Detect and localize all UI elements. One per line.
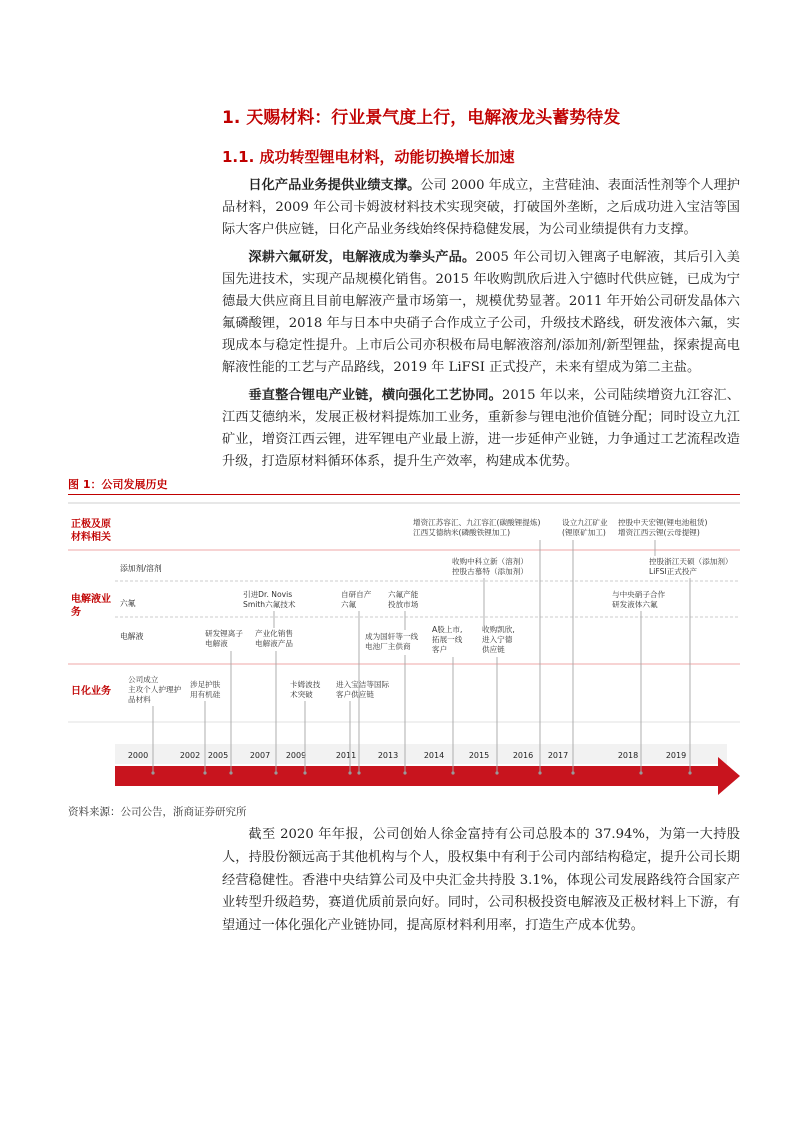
connector-dot — [348, 771, 351, 774]
event-text: LiFSI正式投产 — [649, 567, 698, 576]
section-label-cathode: 正极及原 — [71, 519, 111, 530]
timeline-event — [452, 556, 528, 576]
event-text: 客户 — [432, 645, 448, 654]
event-text: 投放市场 — [388, 600, 419, 609]
connector-dot — [495, 771, 498, 774]
connector-dot — [203, 771, 206, 774]
event-text: 主攻个人护理护 — [128, 685, 182, 694]
year-label: 2016 — [512, 751, 534, 760]
event-text: 电池厂主供商 — [365, 642, 411, 651]
timeline-event — [190, 679, 221, 699]
timeline-event — [341, 589, 372, 609]
connector-dot — [403, 771, 406, 774]
event-text: 增资江西云锂(云母提锂) — [618, 528, 700, 537]
event-text: 控股中天宏锂(锂电池租赁) — [618, 518, 708, 527]
timeline-event — [482, 624, 515, 654]
year-label: 2015 — [468, 751, 490, 760]
event-text: 进入宝洁等国际 — [336, 680, 390, 689]
timeline-event — [128, 674, 182, 704]
event-text: 用有机硅 — [190, 690, 221, 699]
report-body — [222, 106, 740, 473]
year-label: 2018 — [617, 751, 639, 760]
event-text: 与中央硝子合作 — [612, 590, 666, 599]
event-text: 客户供应链 — [336, 690, 374, 699]
connector-dot — [229, 771, 232, 774]
year-label: 2014 — [423, 751, 445, 760]
connector-dot — [451, 771, 454, 774]
timeline-event — [388, 589, 419, 609]
year-label: 2019 — [665, 751, 687, 760]
paragraph-body: 公司 2000 年成立，主营硅油、表面活性剂等个人理护品材料，2009 年公司卡姆波材料技术实现突破，打破国外垄断，之后成功进入宝洁等国际大客户供应链，日化产品业务线始终保持稳健发展，为公司业绩提供有力支撑。 — [222, 178, 740, 237]
event-text: 设立九江矿业 — [562, 518, 608, 527]
event-text: 自研自产 — [341, 590, 372, 599]
event-text: 六氟 — [341, 600, 357, 609]
event-text: Smith六氟技术 — [243, 600, 296, 609]
subsection-heading: 1.1. 成功转型锂电材料，动能切换增长加速 — [222, 148, 515, 166]
timeline-event — [562, 517, 608, 537]
timeline-event — [205, 628, 243, 648]
event-text: (锂原矿加工) — [562, 528, 606, 537]
event-text: 拓展一线 — [432, 635, 463, 644]
section-label-electrolyte: 电解液业 — [71, 594, 111, 605]
timeline-event — [243, 589, 296, 609]
timeline-event — [649, 556, 733, 576]
event-text: 术突破 — [290, 690, 313, 699]
event-text: 控股浙江天硕（添加剂） — [649, 557, 733, 566]
paragraph-electrolyte — [222, 247, 740, 379]
event-text: 江西艾德纳米(磷酸铁锂加工) — [413, 528, 511, 537]
connector-dot — [151, 771, 154, 774]
section-label-electrolyte: 务 — [71, 607, 81, 618]
connector-dot — [303, 771, 306, 774]
paragraph-shareholding: 截至 2020 年年报，公司创始人徐金富持有公司总股本的 37.94%，为第一大持股人，持股份额远高于其他机构与个人，股权集中有利于公司内部结构稳定，提升公司长期经营稳健性。香港中央结算公司及中央汇金共持股 3.1%，体现公司发展路线符合国家产业转型升级趋势，赛道优质前景向好。同时，公司积极投资电解液及正极材料上下游，有望通过一体化强化产业链协同，提高原材料利用率，打造生产成本优势。 — [222, 827, 740, 934]
connector-lines — [153, 540, 690, 773]
year-label: 2000 — [127, 751, 149, 760]
connector-dot — [571, 771, 574, 774]
connector-dot — [274, 771, 277, 774]
timeline-event — [290, 679, 321, 699]
paragraph-lead: 深耕六氟研发，电解液成为拳头产品。 — [248, 250, 476, 265]
event-text: 增资江苏容汇、九江容汇(碳酸锂提炼) — [413, 518, 541, 527]
timeline-event — [413, 517, 540, 537]
year-label: 2009 — [285, 751, 307, 760]
year-label: 2017 — [547, 751, 569, 760]
paragraph-lead: 垂直整合锂电产业链，横向强化工艺协同。 — [248, 388, 503, 403]
year-label: 2011 — [335, 751, 357, 760]
sub-label-additives: 添加剂/溶剂 — [120, 564, 162, 573]
paragraph-vertical-integration — [222, 385, 740, 473]
event-text: A股上市, — [432, 625, 463, 634]
connector-dot — [639, 771, 642, 774]
event-text: 收购中科立新（溶剂） — [452, 557, 528, 566]
event-text: 供应链 — [482, 645, 505, 654]
timeline-event — [618, 517, 707, 537]
event-text: 成为国轩等一线 — [365, 632, 419, 641]
event-text: 品材料 — [128, 695, 151, 704]
paragraph-daily-chemicals — [222, 175, 740, 241]
section-label-cathode: 材料相关 — [71, 532, 111, 543]
event-text: 卡姆波技 — [290, 680, 321, 689]
event-text: 电解液 — [205, 639, 228, 648]
year-label: 2002 — [179, 751, 201, 760]
event-text: 电解液产品 — [255, 639, 293, 648]
section-label-daily-chemicals: 日化业务 — [71, 686, 111, 697]
connector-dot — [688, 771, 691, 774]
company-history-timeline — [60, 496, 745, 800]
paragraph-body: 2005 年公司切入锂离子电解液，其后引入美国先进技术，实现产品规模化销售。2015 年收购凯欣后进入宁德时代供应链，已成为宁德最大供应商且目前电解液产量市场第一，规模优势显著。2011 年开始公司研发晶体六氟磷酸锂，2018 年与日本中央硝子合作成立子公司，升级技术路线，研发液体六氟，实现成本与稳定性提升。上市后公司亦积极布局电解液溶剂/添加剂/新型锂盐，探索提高电解液性能的工艺与产品路线，2019 年 LiFSI 正式投产，未来有望成为第二主盐。 — [222, 250, 740, 375]
year-label: 2005 — [207, 751, 229, 760]
sub-label-lipf6: 六氟 — [120, 599, 136, 608]
sub-label-electrolyte: 电解液 — [120, 632, 144, 641]
paragraph-lead: 日化产品业务提供业绩支撑。 — [248, 178, 421, 193]
event-text: 进入宁德 — [482, 635, 513, 644]
timeline-event — [432, 624, 463, 654]
year-label: 2013 — [377, 751, 399, 760]
event-text: 产业化销售 — [255, 629, 293, 638]
timeline-event — [336, 679, 390, 699]
event-text: 收购凯欣, — [482, 625, 515, 634]
timeline-event — [612, 589, 666, 609]
timeline-event — [255, 628, 293, 648]
event-text: 引进Dr. Novis — [243, 590, 293, 599]
event-text: 控股古慕特（添加剂） — [452, 567, 528, 576]
event-text: 公司成立 — [128, 675, 159, 684]
timeline-event — [365, 631, 419, 651]
figure-source: 资料来源：公司公告，浙商证券研究所 — [68, 806, 247, 818]
connector-dot — [357, 771, 360, 774]
figure-title: 图 1：公司发展历史 — [68, 478, 740, 495]
paragraph-body: 2015 年以来，公司陆续增资九江容汇、江西艾德纳米，发展正极材料提炼加工业务，重新参与锂电池价值链分配；同时设立九江矿业，增资江西云锂，进军锂电产业最上游，进一步延伸产业链，力争通过工艺流程改造升级，打造原材料循环体系，提升生产效率，构建成本优势。 — [222, 388, 740, 469]
event-text: 涉足护肤 — [190, 680, 221, 689]
section-heading: 1. 天赐材料：行业景气度上行，电解液龙头蓄势待发 — [222, 108, 621, 128]
event-text: 六氟产能 — [388, 590, 419, 599]
event-text: 研发锂离子 — [205, 629, 243, 638]
year-label: 2007 — [249, 751, 271, 760]
connector-dot — [538, 771, 541, 774]
event-text: 研发液体六氟 — [612, 600, 658, 609]
